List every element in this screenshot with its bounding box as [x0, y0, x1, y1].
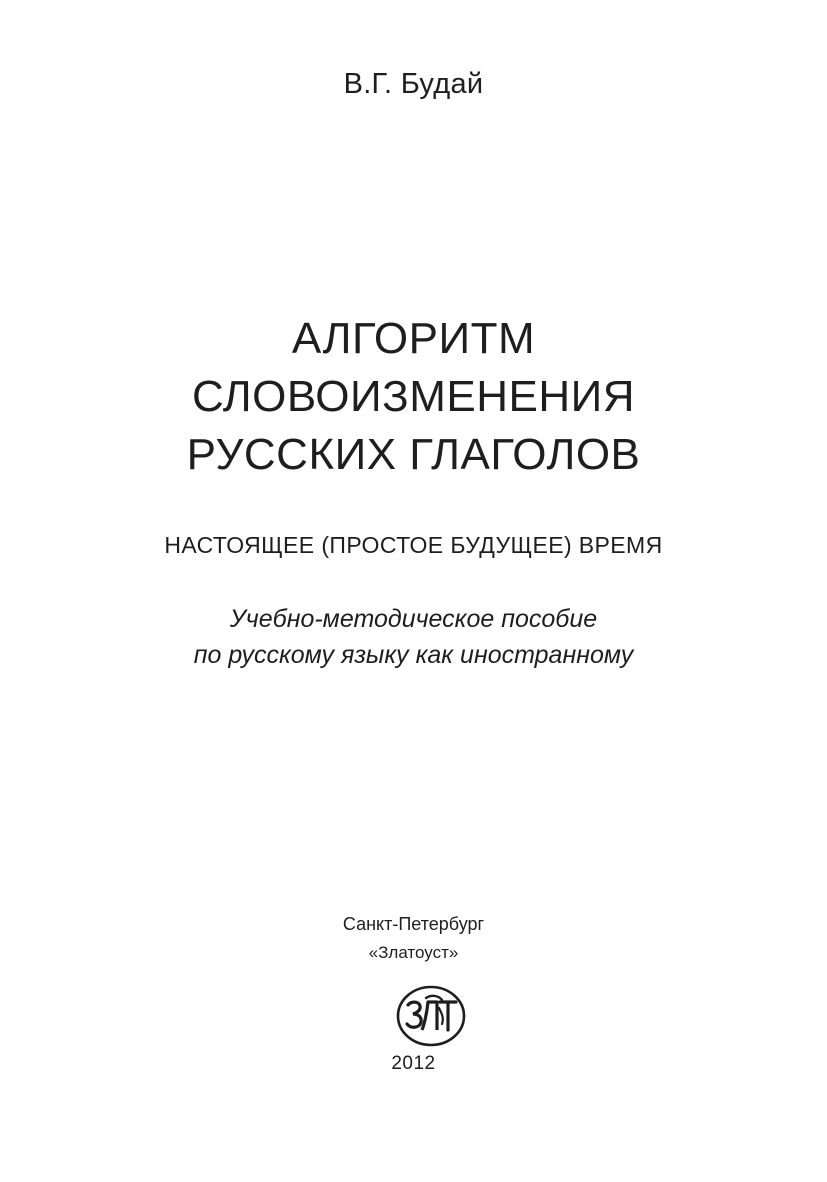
subtitle: НАСТОЯЩЕЕ (ПРОСТОЕ БУДУЩЕЕ) ВРЕМЯ: [164, 532, 663, 558]
publication-year: 2012: [391, 1053, 436, 1074]
author-name: В.Г. Будай: [343, 68, 484, 100]
title-line-1: АЛГОРИТМ: [291, 314, 536, 363]
publisher-name: «Златоуст»: [368, 943, 459, 962]
title-line-2: СЛОВОИЗМЕНЕНИЯ: [191, 372, 636, 421]
zlatoust-logo-icon: [395, 984, 467, 1048]
genre-line-1: Учебно-методическое пособие: [229, 605, 598, 633]
title-line-3: РУССКИХ ГЛАГОЛОВ: [186, 430, 641, 479]
genre-line-2: по русскому языку как иностранному: [193, 641, 634, 669]
publisher-city: Санкт-Петербург: [342, 914, 485, 934]
